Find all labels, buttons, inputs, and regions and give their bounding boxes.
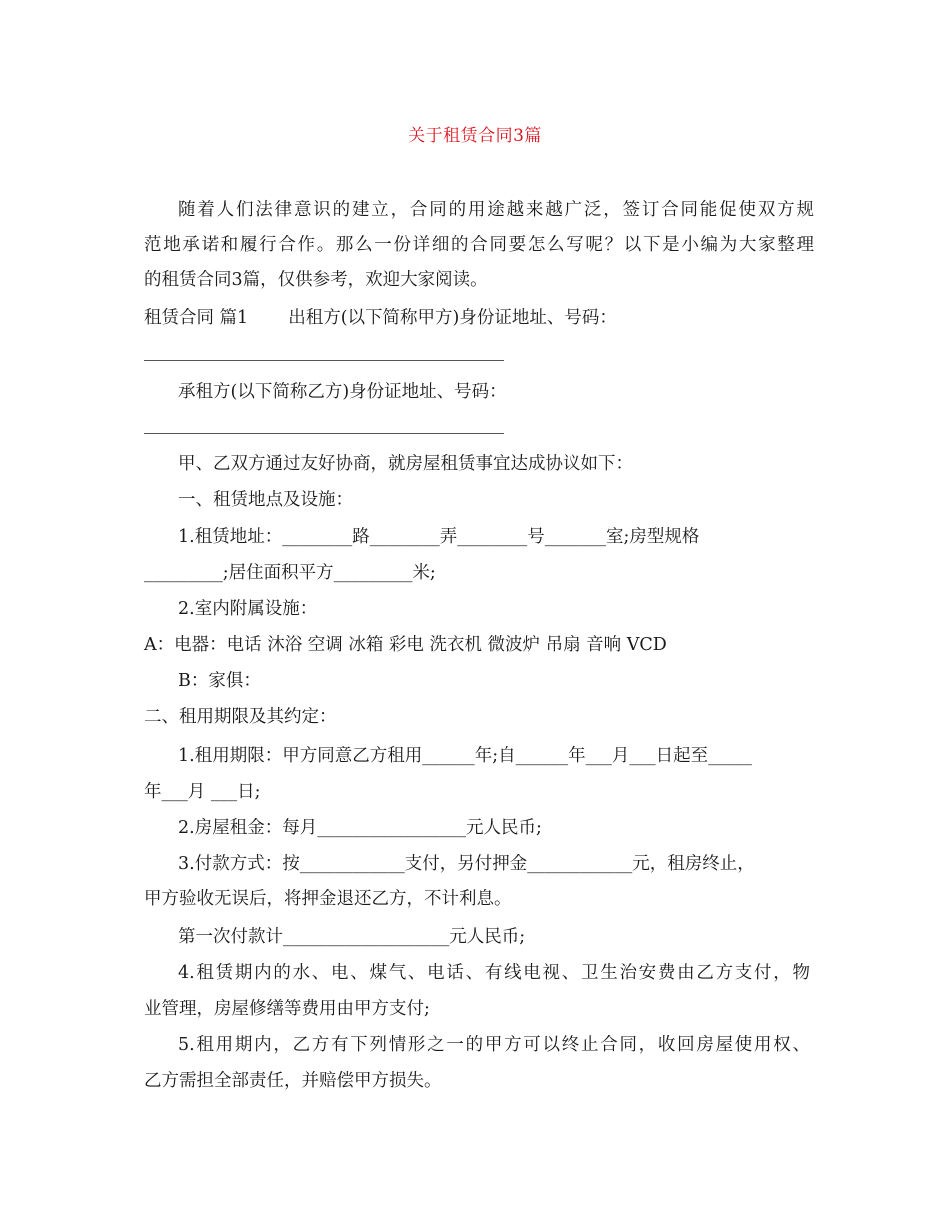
section2-heading: 二、租用期限及其约定： [144,707,337,727]
item2-2: 2.房屋租金：每月_________________元人民币; [178,818,542,838]
item2-1-line2: 年___月 ___日; [144,782,261,802]
document-title: 关于租赁合同3篇 [408,126,542,146]
section-heading-row [144,305,814,331]
item1-1-line1: 1.租赁地址：________路________弄________号_______室;房型规格 [178,527,700,547]
item2-5-line2: 乙方需担全部责任，并赔偿甲方损失。 [144,1071,442,1091]
item2-1-line1: 1.租用期限：甲方同意乙方租用______年;自______年___月___日起至_____ [178,746,752,766]
item2-5-line1: 5.租用期内，乙方有下列情形之一的甲方可以终止合同，收回房屋使用权、 [178,1035,810,1055]
section1-heading: 一、租赁地点及设施： [178,490,353,510]
lessor-line: 出租方(以下简称甲方)身份证地址、号码： [288,308,617,328]
item1-2a: A：电器：电话 沐浴 空调 冰箱 彩电 洗衣机 微波炉 吊扇 音响 VCD [144,635,667,655]
item1-2: 2.室内附属设施： [178,599,318,619]
item2-3-line1: 3.付款方式：按____________支付，另付押金____________元，租房终止， [178,854,755,874]
section-heading: 租赁合同 篇1 [144,308,249,328]
item2-3-line2: 甲方验收无误后，将押金退还乙方，不计利息。 [144,889,512,909]
lessee-line: 承租方(以下简称乙方)身份证地址、号码： [178,382,507,402]
lessor-blank-rule [144,360,504,361]
item2-4-line2: 业管理，房屋修缮等费用由甲方支付; [144,999,430,1019]
item2-4-line1: 4.租赁期内的水、电、煤气、电话、有线电视、卫生治安费由乙方支付，物 [178,963,810,983]
item2-3-first-payment: 第一次付款计___________________元人民币; [178,927,526,947]
item1-1-line2: _________;居住面积平方_________米; [144,563,436,583]
item1-2b: B：家俱： [178,671,261,691]
intro-line-1: 随着人们法律意识的建立，合同的用途越来越广泛，签订合同能促使双方规 [178,200,814,220]
intro-line-3: 的租赁合同3篇，仅供参考，欢迎大家阅读。 [144,270,488,290]
lessee-blank-rule [144,433,504,434]
agreement-line: 甲、乙双方通过友好协商，就房屋租赁事宜达成协议如下： [178,454,633,474]
intro-line-2: 范地承诺和履行合作。那么一份详细的合同要怎么写呢？以下是小编为大家整理 [144,235,814,255]
